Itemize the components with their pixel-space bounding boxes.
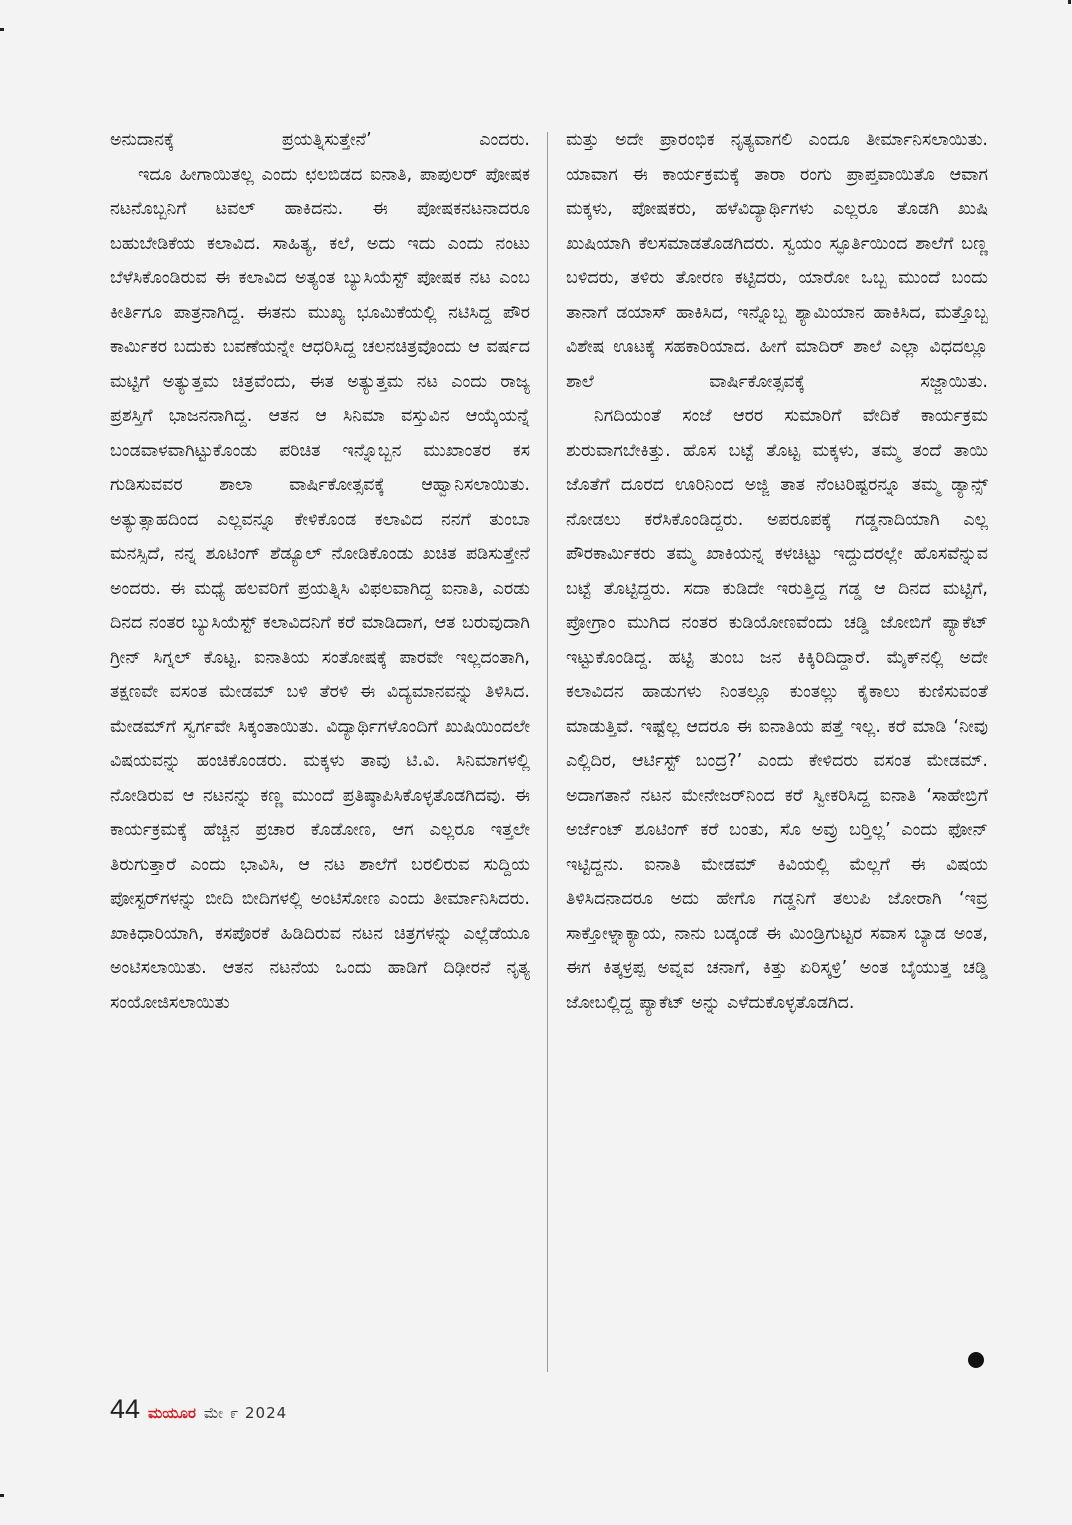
page-number: 44 — [110, 1394, 141, 1424]
issue-date: ಮೇ ೯ 2024 — [203, 1404, 288, 1422]
page-footer — [110, 1394, 287, 1425]
crop-mark-bottom-left — [0, 1494, 4, 1497]
paragraph: ಅನುದಾನಕ್ಕೆ ಪ್ರಯತ್ನಿಸುತ್ತೇನೆ’ ಎಂದರು. — [110, 130, 530, 150]
paragraph: ಮತ್ತು ಅದೇ ಪ್ರಾರಂಭಿಕ ನೃತ್ಯವಾಗಲಿ ಎಂದೂ ತೀರ್ಮಾನಿಸಲಾಯಿತು. ಯಾವಾಗ ಈ ಕಾರ್ಯಕ್ರಮಕ್ಕೆ ತಾರಾ ರಂಗು ಪ್ರಾಪ್ತವಾಯಿತೊ ಆವಾಗ ಮಕ್ಕಳು, ಪೋಷಕರು, ಹಳೆವಿದ್ಯಾರ್ಥಿಗಳು ಎಲ್ಲರೂ ತೊಡಗಿ ಖುಷಿ ಖುಷಿಯಾಗಿ ಕೆಲಸಮಾಡತೊಡಗಿದರು. ಸ್ವಯಂ ಸ್ಫೂರ್ತಿಯಿಂದ ಶಾಲೆಗೆ ಬಣ್ಣ ಬಳಿದರು, ತಳಿರು ತೋರಣ ಕಟ್ಟಿದರು, ಯಾರೋ ಒಬ್ಬ ಮುಂದೆ ಬಂದು ತಾನಾಗೆ ಡಯಾಸ್ ಹಾಕಿಸಿದ, ಇನ್ನೊಬ್ಬ ಶ್ಯಾಮಿಯಾನ ಹಾಕಿಸಿದ, ಮತ್ತೊಬ್ಬ ವಿಶೇಷ ಊಟಕ್ಕೆ ಸಹಕಾರಿಯಾದ. ಹೀಗೆ ಮಾದಿರ್ ಶಾಲೆ ಎಲ್ಲಾ ವಿಧದಲ್ಲೂ ಶಾಲೆ ವಾರ್ಷಿಕೋತ್ಸವಕ್ಕೆ ಸಜ್ಜಾಯಿತು. — [566, 130, 988, 392]
paragraph: ಇದೂ ಹೀಗಾಯಿತಲ್ಲ ಎಂದು ಛಲಬಿಡದ ಐನಾತಿ, ಪಾಪುಲರ್ ಪೋಷಕ ನಟನೊಬ್ಬನಿಗೆ ಟವಲ್ ಹಾಕಿದನು. ಈ ಪೋಷಕನಟನಾದರೂ ಬಹುಬೇಡಿಕೆಯ ಕಲಾವಿದ. ಸಾಹಿತ್ಯ, ಕಲೆ, ಅದು ಇದು ಎಂದು ನಂಟು ಬೆಳೆಸಿಕೊಂಡಿರುವ ಈ ಕಲಾವಿದ ಅತ್ಯಂತ ಬ್ಯುಸಿಯೆಸ್ಟ್ ಪೋಷಕ ನಟ ಎಂಬ ಕೀರ್ತಿಗೂ ಪಾತ್ರನಾಗಿದ್ದ. ಈತನು ಮುಖ್ಯ ಭೂಮಿಕೆಯಲ್ಲಿ ನಟಿಸಿದ್ದ ಪೌರ ಕಾರ್ಮಿಕರ ಬದುಕು ಬವಣೆಯನ್ನೇ ಆಧರಿಸಿದ್ದ ಚಲನಚಿತ್ರವೊಂದು ಆ ವರ್ಷದ ಮಟ್ಟಿಗೆ ಅತ್ಯುತ್ತಮ ಚಿತ್ರವೆಂದು, ಈತ ಅತ್ಯುತ್ತಮ ನಟ ಎಂದು ರಾಜ್ಯ ಪ್ರಶಸ್ತಿಗೆ ಭಾಜನನಾಗಿದ್ದ. ಆತನ ಆ ಸಿನಿಮಾ ವಸ್ತುವಿನ ಆಯ್ಕೆಯನ್ನೆ ಬಂಡವಾಳವಾಗಿಟ್ಟುಕೊಂಡು ಪರಿಚಿತ ಇನ್ನೊಬ್ಬನ ಮುಖಾಂತರ ಕಸ ಗುಡಿಸುವವರ ಶಾಲಾ ವಾರ್ಷಿಕೋತ್ಸವಕ್ಕೆ ಆಹ್ವಾನಿಸಲಾಯಿತು. ಅತ್ಯುತ್ಸಾಹದಿಂದ ಎಲ್ಲವನ್ನೂ ಕೇಳಿಕೊಂಡ ಕಲಾವಿದ ನನಗೆ ತುಂಬಾ ಮನಸ್ಸಿದೆ, ನನ್ನ ಶೂಟಿಂಗ್ ಶೆಡ್ಯೂಲ್ ನೋಡಿಕೊಂಡು ಖಚಿತ ಪಡಿಸುತ್ತೇನೆ ಅಂದರು. ಈ ಮಧ್ಯೆ ಹಲವರಿಗೆ ಪ್ರಯತ್ನಿಸಿ ವಿಫಲವಾಗಿದ್ದ ಐನಾತಿ, ಎರಡು ದಿನದ ನಂತರ ಬ್ಯುಸಿಯೆಸ್ಟ್ ಕಲಾವಿದನಿಗೆ ಕರೆ ಮಾಡಿದಾಗ, ಆತ ಬರುವುದಾಗಿ ಗ್ರೀನ್ ಸಿಗ್ನಲ್ ಕೊಟ್ಟ. ಐನಾತಿಯ ಸಂತೋಷಕ್ಕೆ ಪಾರವೇ ಇಲ್ಲದಂತಾಗಿ, ತಕ್ಷಣವೇ ವಸಂತ ಮೇಡಮ್ ಬಳಿ ತೆರಳಿ ಈ ವಿದ್ಯಮಾನವನ್ನು ತಿಳಿಸಿದ. ಮೇಡಮ್‌ಗೆ ಸ್ವರ್ಗವೇ ಸಿಕ್ಕಂತಾಯಿತು. ವಿದ್ಯಾರ್ಥಿಗಳೊಂದಿಗೆ ಖುಷಿಯಿಂದಲೇ ವಿಷಯವನ್ನು ಹಂಚಿಕೊಂಡರು. ಮಕ್ಕಳು ತಾವು ಟಿ.ವಿ. ಸಿನಿಮಾಗಳಲ್ಲಿ ನೋಡಿರುವ ಆ ನಟನನ್ನು ಕಣ್ಣ ಮುಂದೆ ಪ್ರತಿಷ್ಠಾಪಿಸಿಕೊಳ್ಳತೊಡಗಿದವು. ಈ ಕಾರ್ಯಕ್ರಮಕ್ಕೆ ಹೆಚ್ಚಿನ ಪ್ರಚಾರ ಕೊಡೋಣ, ಆಗ ಎಲ್ಲರೂ ಇತ್ತಲೇ ತಿರುಗುತ್ತಾರೆ ಎಂದು ಭಾವಿಸಿ, ಆ ನಟ ಶಾಲೆಗೆ ಬರಲಿರುವ ಸುದ್ದಿಯ ಪೋಸ್ಟರ್‌ಗಳನ್ನು ಬೀದಿ ಬೀದಿಗಳಲ್ಲಿ ಅಂಟಿಸೋಣ ಎಂದು ತೀರ್ಮಾನಿಸಿದರು. ಖಾಕಿಧಾರಿಯಾಗಿ, ಕಸಪೊರಕೆ ಹಿಡಿದಿರುವ ನಟನ ಚಿತ್ರಗಳನ್ನು ಎಲ್ಲೆಡೆಯೂ ಅಂಟಿಸಲಾಯಿತು. ಆತನ ನಟನೆಯ ಒಂದು ಹಾಡಿಗೆ ದಿಢೀರನೆ ನೃತ್ಯ ಸಂಯೋಜಿಸಲಾಯಿತು — [110, 164, 530, 1013]
end-of-article-bullet-icon — [968, 1352, 984, 1368]
crop-mark-top-left — [0, 28, 4, 31]
column-divider — [547, 132, 548, 1372]
magazine-logo: ಮಯೂರ — [148, 1404, 196, 1422]
left-column — [110, 123, 530, 1020]
right-column — [566, 123, 988, 1020]
crop-mark-top-right — [1068, 0, 1071, 4]
paragraph: ನಿಗದಿಯಂತೆ ಸಂಜೆ ಆರರ ಸುಮಾರಿಗೆ ವೇದಿಕೆ ಕಾರ್ಯಕ್ರಮ ಶುರುವಾಗಬೇಕಿತ್ತು. ಹೊಸ ಬಟ್ಟೆ ತೊಟ್ಟ ಮಕ್ಕಳು, ತಮ್ಮ ತಂದೆ ತಾಯಿ ಜೊತೆಗೆ ದೂರದ ಊರಿನಿಂದ ಅಜ್ಜಿ ತಾತ ನೆಂಟರಿಷ್ಟರನ್ನೂ ತಮ್ಮ ಡ್ಯಾನ್ಸ್ ನೋಡಲು ಕರೆಸಿಕೊಂಡಿದ್ದರು. ಅಪರೂಪಕ್ಕೆ ಗಡ್ಡನಾದಿಯಾಗಿ ಎಲ್ಲ ಪೌರಕಾರ್ಮಿಕರು ತಮ್ಮ ಖಾಕಿಯನ್ನ ಕಳಚಿಟ್ಟು ಇದ್ದುದರಲ್ಲೇ ಹೊಸವೆನ್ನುವ ಬಟ್ಟೆ ತೊಟ್ಟಿದ್ದರು. ಸದಾ ಕುಡಿದೇ ಇರುತ್ತಿದ್ದ ಗಡ್ಡ ಆ ದಿನದ ಮಟ್ಟಿಗೆ, ಪ್ರೋಗ್ರಾಂ ಮುಗಿದ ನಂತರ ಕುಡಿಯೋಣವೆಂದು ಚಡ್ಡಿ ಜೋಬಿಗೆ ಪ್ಯಾಕೆಟ್ ಇಟ್ಟುಕೊಂಡಿದ್ದ. ಹಟ್ಟಿ ತುಂಬ ಜನ ಕಿಕ್ಕಿರಿದಿದ್ದಾರೆ. ಮೈಕ್‌ನಲ್ಲಿ ಅದೇ ಕಲಾವಿದನ ಹಾಡುಗಳು ನಿಂತಲ್ಲೂ ಕುಂತಲ್ಲು ಕೈಕಾಲು ಕುಣಿಸುವಂತೆ ಮಾಡುತ್ತಿವೆ. ಇಷ್ಟೆಲ್ಲ ಆದರೂ ಈ ಐನಾತಿಯ ಪತ್ತೆ ಇಲ್ಲ. ಕರೆ ಮಾಡಿ ‘ನೀವು ಎಲ್ಲಿದಿರ, ಆರ್ಟಿಸ್ಟ್ ಬಂದ್ರ?’ ಎಂದು ಕೇಳಿದರು ವಸಂತ ಮೇಡಮ್. ಅದಾಗತಾನೆ ನಟನ ಮೇನೇಜರ್‌ನಿಂದ ಕರೆ ಸ್ವೀಕರಿಸಿದ್ದ ಐನಾತಿ ‘ಸಾಹೇಬ್ರಿಗೆ ಅರ್ಜೆಂಟ್ ಶೂಟಿಂಗ್ ಕರೆ ಬಂತು, ಸೊ ಅವ್ರು ಬರ್‍ತಿಲ್ಲ’ ಎಂದು ಫೋನ್ ಇಟ್ಟಿದ್ದನು. ಐನಾತಿ ಮೇಡಮ್ ಕಿವಿಯಲ್ಲಿ ಮೆಲ್ಲಗೆ ಈ ವಿಷಯ ತಿಳಿಸಿದನಾದರೂ ಅದು ಹೇಗೊ ಗಡ್ಡನಿಗೆ ತಲುಪಿ ಜೋರಾಗಿ ‘ಇವ್ರ ಸಾಕ್ತೋಳ್ನಾಕ್ಯಾಯ, ನಾನು ಬಡ್ಕಂಡೆ ಈ ಮಿಂಡ್ರಿಗುಟ್ಟರ ಸವಾಸ ಬ್ಯಾಡ ಅಂತ, ಈಗ ಕಿತ್ಕಳ್ರಪ್ಪ ಅವ್ನವ ಚನಾಗೆ, ಕಿತ್ತು ಏರಿಸ್ಕಳ್ರಿ’ ಅಂತ ಬೈಯುತ್ತ ಚಡ್ಡಿ ಜೋಬಲ್ಲಿದ್ದ ಪ್ಯಾಕೆಟ್ ಅನ್ನು ಎಳೆದುಕೊಳ್ಳತೊಡಗಿದ. — [566, 406, 988, 1013]
